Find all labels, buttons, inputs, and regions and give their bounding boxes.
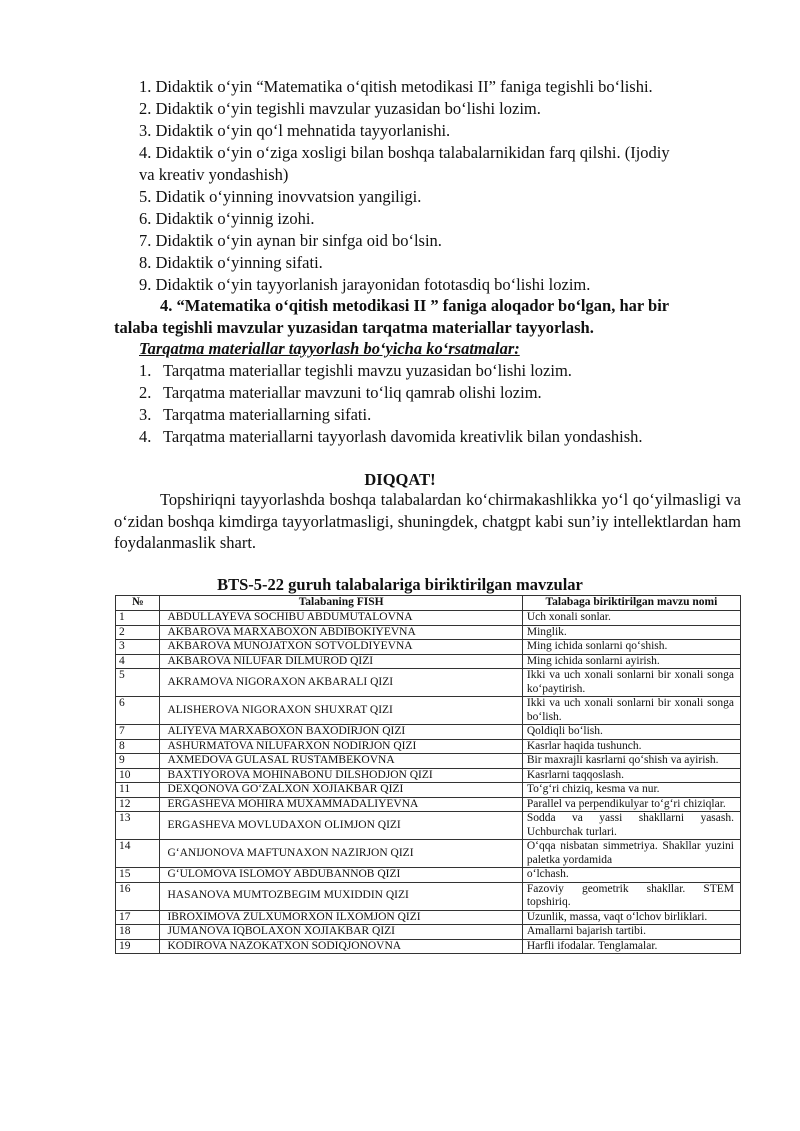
row-number: 15	[116, 868, 160, 883]
table-row	[116, 910, 741, 925]
criteria-item-7: 7. Didaktik o‘yin aynan bir sinfga oid bo‘lsin.	[139, 231, 442, 250]
student-topics-table	[115, 595, 741, 954]
row-number: 11	[116, 783, 160, 798]
student-name: ALISHEROVA NIGORAXON SHUXRAT QIZI	[160, 697, 522, 725]
criteria-item-4: 4. Didaktik o‘yin o‘ziga xosligi bilan boshqa talabalarnikidan farq qilshi. (Ijodiy	[139, 143, 670, 162]
row-number: 10	[116, 768, 160, 783]
row-number: 17	[116, 910, 160, 925]
table-header-row	[116, 596, 741, 611]
attention-heading: DIQQAT!	[364, 470, 436, 489]
table-row	[116, 939, 741, 954]
assigned-topic: Kasrlar haqida tushunch.	[522, 739, 740, 754]
row-number: 18	[116, 925, 160, 940]
student-name: G‘ULOMOVA ISLOMOY ABDUBANNOB QIZI	[160, 868, 522, 883]
row-number: 9	[116, 754, 160, 769]
student-name: HASANOVA MUMTOZBEGIM MUXIDDIN QIZI	[160, 882, 522, 910]
guideline-text: Tarqatma materiallarni tayyorlash davomida kreativlik bilan yondashish.	[163, 427, 643, 446]
guideline-number: 1.	[139, 361, 152, 380]
table-row	[116, 739, 741, 754]
guideline-number: 4.	[139, 427, 152, 446]
assigned-topic: Qoldiqli bo‘lish.	[522, 725, 740, 740]
student-name: BAXTIYOROVA MOHINABONU DILSHODJON QIZI	[160, 768, 522, 783]
guideline-text: Tarqatma materiallar mavzuni to‘liq qamrab olishi lozim.	[163, 383, 542, 402]
table-row	[116, 654, 741, 669]
row-number: 7	[116, 725, 160, 740]
student-name: ERGASHEVA MOVLUDAXON OLIMJON QIZI	[160, 812, 522, 840]
student-name: ABDULLAYEVA SOCHIBU ABDUMUTALOVNA	[160, 611, 522, 626]
guideline-text: Tarqatma materiallar tegishli mavzu yuzasidan bo‘lishi lozim.	[163, 361, 572, 380]
assigned-topic: Bir maxrajli kasrlarni qo‘shish va ayirish.	[522, 754, 740, 769]
table-row	[116, 669, 741, 697]
table-row	[116, 640, 741, 655]
row-number: 14	[116, 840, 160, 868]
table-row	[116, 812, 741, 840]
assigned-topic: Ming ichida sonlarni qo‘shish.	[522, 640, 740, 655]
assigned-topic: Parallel va perpendikulyar to‘g‘ri chiziqlar.	[522, 797, 740, 812]
assigned-topic: Minglik.	[522, 625, 740, 640]
guideline-number: 2.	[139, 383, 152, 402]
student-name: ALIYEVA MARXABOXON BAXODIRJON QIZI	[160, 725, 522, 740]
assigned-topic: Harfli ifodalar. Tenglamalar.	[522, 939, 740, 954]
student-name: JUMANOVA IQBOLAXON XOJIAKBAR QIZI	[160, 925, 522, 940]
table-row	[116, 697, 741, 725]
row-number: 19	[116, 939, 160, 954]
assigned-topic: Ikki va uch xonali sonlarni bir xonali songa ko‘paytirish.	[522, 669, 740, 697]
table-row	[116, 725, 741, 740]
criteria-item-4-continued: va kreativ yondashish)	[139, 165, 289, 184]
table-title: BTS-5-22 guruh talabalariga biriktirilgan mavzular	[217, 575, 583, 594]
table-row	[116, 754, 741, 769]
assigned-topic: Uzunlik, massa, vaqt o‘lchov birliklari.	[522, 910, 740, 925]
criteria-item-2: 2. Didaktik o‘yin tegishli mavzular yuzasidan bo‘lishi lozim.	[139, 99, 541, 118]
row-number: 1	[116, 611, 160, 626]
guideline-text: Tarqatma materiallarning sifati.	[163, 405, 372, 424]
student-name: AKRAMOVA NIGORAXON AKBARALI QIZI	[160, 669, 522, 697]
table-row	[116, 868, 741, 883]
assigned-topic: Sodda va yassi shakllarni yasash. Uchburchak turlari.	[522, 812, 740, 840]
header-student-name: Talabaning FISH	[160, 596, 522, 611]
table-row	[116, 882, 741, 910]
attention-paragraph: Topshiriqni tayyorlashda boshqa talabalardan ko‘chirmakashlikka yo‘l qo‘yilmasligi va o‘zidan boshqa kimdirga tayyorlatmasligi, shuningdek, chatgpt kabi sun’iy intellektlardan ham foydalanmaslik shart.	[114, 490, 741, 552]
table-row	[116, 840, 741, 868]
assigned-topic: Uch xonali sonlar.	[522, 611, 740, 626]
row-number: 5	[116, 669, 160, 697]
guideline-item-2	[139, 382, 542, 403]
assigned-topic: Ming ichida sonlarni ayirish.	[522, 654, 740, 669]
row-number: 8	[116, 739, 160, 754]
section-4-heading-line2: talaba tegishli mavzular yuzasidan tarqatma materiallar tayyorlash.	[114, 318, 594, 337]
criteria-item-8: 8. Didaktik o‘yinning sifati.	[139, 253, 323, 272]
section-4-heading-line1: 4. “Matematika o‘qitish metodikasi II ” faniga aloqador bo‘lgan, har bir	[160, 296, 670, 315]
guideline-item-1	[139, 360, 572, 381]
row-number: 13	[116, 812, 160, 840]
student-name: IBROXIMOVA ZULXUMORXON ILXOMJON QIZI	[160, 910, 522, 925]
criteria-item-3: 3. Didaktik o‘yin qo‘l mehnatida tayyorlanishi.	[139, 121, 451, 140]
assigned-topic: To‘g‘ri chiziq, kesma va nur.	[522, 783, 740, 798]
row-number: 3	[116, 640, 160, 655]
guideline-number: 3.	[139, 405, 152, 424]
student-name: ASHURMATOVA NILUFARXON NODIRJON QIZI	[160, 739, 522, 754]
table-row	[116, 625, 741, 640]
student-name: AKBAROVA MARXABOXON ABDIBOKIYEVNA	[160, 625, 522, 640]
criteria-item-6: 6. Didaktik o‘yinnig izohi.	[139, 209, 315, 228]
row-number: 2	[116, 625, 160, 640]
student-name: G‘ANIJONOVA MAFTUNAXON NAZIRJON QIZI	[160, 840, 522, 868]
student-name: AKBAROVA MUNOJATXON SOTVOLDIYEVNA	[160, 640, 522, 655]
row-number: 12	[116, 797, 160, 812]
row-number: 6	[116, 697, 160, 725]
assigned-topic: Amallarni bajarish tartibi.	[522, 925, 740, 940]
table-row	[116, 797, 741, 812]
assigned-topic: Ikki va uch xonali sonlarni bir xonali songa bo‘lish.	[522, 697, 740, 725]
guideline-item-4	[139, 426, 643, 447]
assigned-topic: O‘qqa nisbatan simmetriya. Shakllar yuzini paletka yordamida	[522, 840, 740, 868]
table-row	[116, 783, 741, 798]
student-name: ERGASHEVA MOHIRA MUXAMMADALIYEVNA	[160, 797, 522, 812]
assigned-topic: Kasrlarni taqqoslash.	[522, 768, 740, 783]
student-name: DEXQONOVA GO‘ZALXON XOJIAKBAR QIZI	[160, 783, 522, 798]
student-name: AKBAROVA NILUFAR DILMUROD QIZI	[160, 654, 522, 669]
row-number: 16	[116, 882, 160, 910]
table-row	[116, 768, 741, 783]
header-topic: Talabaga biriktirilgan mavzu nomi	[522, 596, 740, 611]
guidelines-subheading: Tarqatma materiallar tayyorlash bo‘yicha ko‘rsatmalar:	[139, 339, 520, 358]
student-name: AXMEDOVA GULASAL RUSTAMBEKOVNA	[160, 754, 522, 769]
criteria-item-5: 5. Didatik o‘yinning inovvatsion yangiligi.	[139, 187, 422, 206]
assigned-topic: o‘lchash.	[522, 868, 740, 883]
guideline-item-3	[139, 404, 371, 425]
header-number: №	[116, 596, 160, 611]
criteria-item-9: 9. Didaktik o‘yin tayyorlanish jarayonidan fototasdiq bo‘lishi lozim.	[139, 275, 591, 294]
table-row	[116, 925, 741, 940]
table-row	[116, 611, 741, 626]
criteria-item-1: 1. Didaktik o‘yin “Matematika o‘qitish metodikasi II” faniga tegishli bo‘lishi.	[139, 77, 653, 96]
row-number: 4	[116, 654, 160, 669]
table-body	[116, 611, 741, 954]
assigned-topic: Fazoviy geometrik shakllar. STEM topshiriq.	[522, 882, 740, 910]
student-name: KODIROVA NAZOKATXON SODIQJONOVNA	[160, 939, 522, 954]
